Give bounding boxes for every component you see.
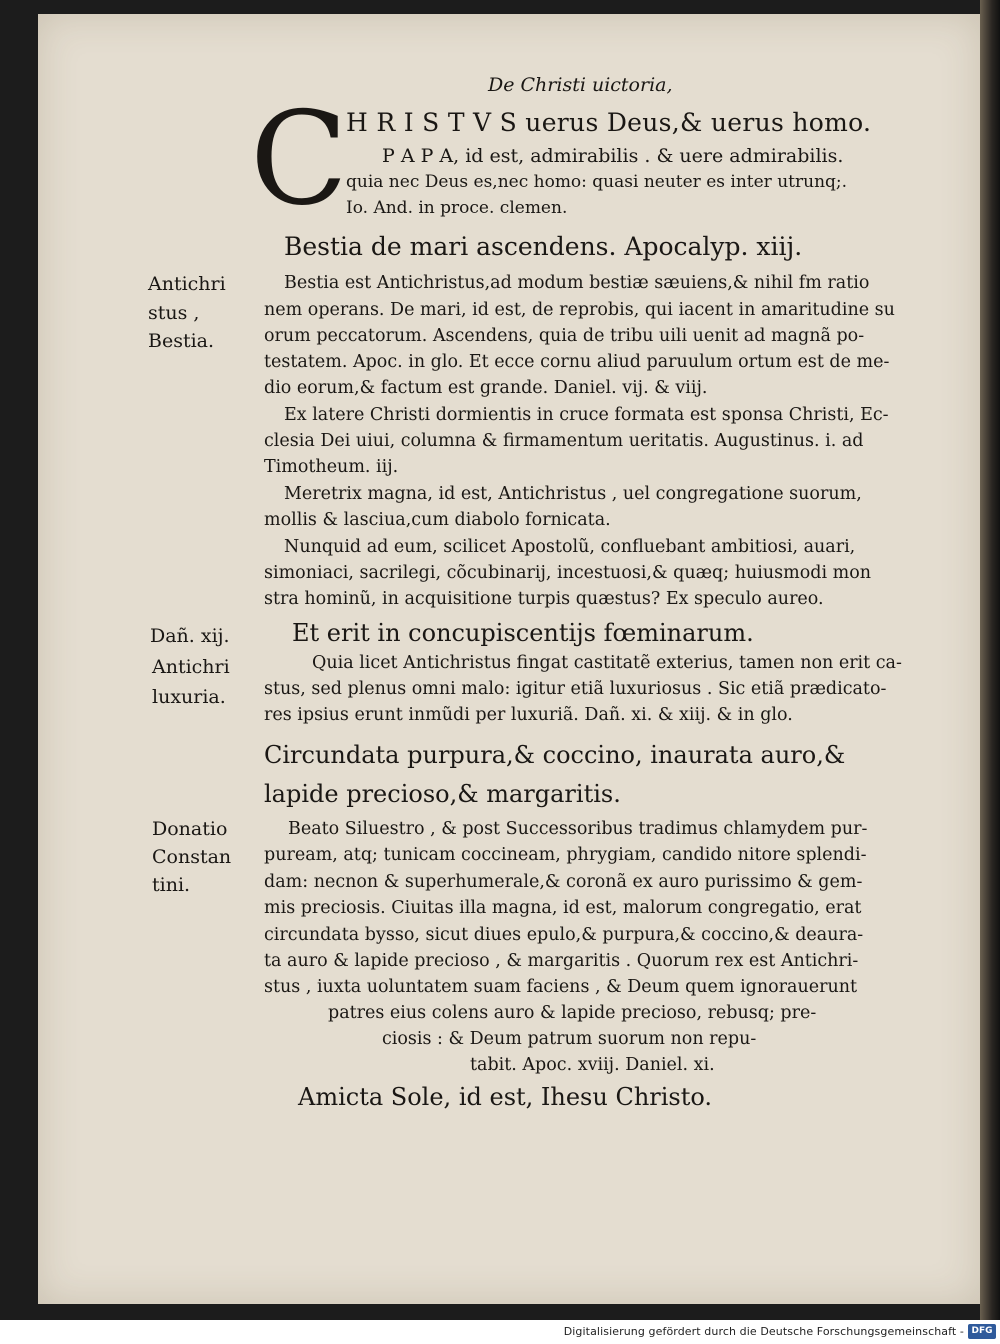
margin-note-antichristus-2: stus , xyxy=(148,302,200,324)
running-head: De Christi uictoria, xyxy=(488,74,673,96)
margin-note-antichristus-1: Antichri xyxy=(148,273,226,295)
footer-credit: Digitalisierung gefördert durch die Deutsche Forschungsgemeinschaft - xyxy=(563,1325,964,1338)
text-line: stus, sed plenus omni malo: igitur etiã luxuriosus . Sic etiã prædicato- xyxy=(264,679,887,699)
drop-cap: C xyxy=(250,85,348,234)
text-line: dam: necnon & superhumerale,& coronã ex auro purissimo & gem- xyxy=(264,872,863,892)
heading-bestia: Bestia de mari ascendens. Apocalyp. xiij. xyxy=(284,232,803,261)
text-line: nem operans. De mari, id est, de reprobis, qui iacent in amaritudine su xyxy=(264,300,895,320)
heading-circundata-1: Circundata purpura,& coccino, inaurata auro,& xyxy=(264,741,846,769)
text-line: Beato Siluestro , & post Successoribus tradimus chlamydem pur- xyxy=(288,819,868,839)
text-line: ta auro & lapide precioso , & margaritis . Quorum rex est Antichri- xyxy=(264,951,859,971)
margin-note-daniel: Dañ. xij. xyxy=(150,625,230,647)
margin-note-constan: Constan xyxy=(152,846,232,868)
text-line: Quia licet Antichristus fingat castitatẽ exterius, tamen non erit ca- xyxy=(312,653,902,673)
text-line: Bestia est Antichristus,ad modum bestiæ sæuiens,& nihil fm ratio xyxy=(284,273,870,293)
text-line: clesia Dei uiui, columna & firmamentum ueritatis. Augustinus. i. ad xyxy=(264,431,864,451)
intro-line-3: quia nec Deus es,nec homo: quasi neuter es inter utrunq;. xyxy=(346,172,848,192)
text-line: orum peccatorum. Ascendens, quia de tribu uili uenit ad magnã po- xyxy=(264,326,865,346)
dfg-logo-icon: DFG xyxy=(968,1324,996,1339)
heading-amicta-sole: Amicta Sole, id est, Ihesu Christo. xyxy=(298,1083,713,1111)
text-line: puream, atq; tunicam coccineam, phrygiam, candido nitore splendi- xyxy=(264,845,867,865)
text-line: testatem. Apoc. in glo. Et ecce cornu aliud paruulum ortum est de me- xyxy=(264,352,890,372)
text-line: Ex latere Christi dormientis in cruce formata est sponsa Christi, Ec- xyxy=(284,405,889,425)
text-line: ciosis : & Deum patrum suorum non repu- xyxy=(382,1029,757,1049)
heading-circundata-2: lapide precioso,& margaritis. xyxy=(264,780,621,808)
margin-note-antichri: Antichri xyxy=(152,656,230,678)
intro-line-4: Io. And. in proce. clemen. xyxy=(346,198,568,218)
footer-bar xyxy=(0,1320,1000,1344)
text-line: Meretrix magna, id est, Antichristus , uel congregatione suorum, xyxy=(284,484,862,504)
text-line: patres eius colens auro & lapide precioso, rebusq; pre- xyxy=(328,1003,817,1023)
text-line: circundata bysso, sicut diues epulo,& purpura,& coccino,& deaura- xyxy=(264,925,864,945)
text-line: Timotheum. iij. xyxy=(264,457,399,477)
text-line: res ipsius erunt inmũdi per luxuriã. Dañ. xi. & xiij. & in glo. xyxy=(264,705,793,725)
text-line: mis preciosis. Ciuitas illa magna, id est, malorum congregatio, erat xyxy=(264,898,862,918)
intro-line-2: P A P A, id est, admirabilis . & uere admirabilis. xyxy=(382,145,844,167)
margin-note-bestia: Bestia. xyxy=(148,330,215,352)
text-line: simoniaci, sacrilegi, cõcubinarij, incestuosi,& quæq; huiusmodi mon xyxy=(264,563,872,583)
page-edge-shadow xyxy=(980,0,1000,1320)
text-line: tabit. Apoc. xviij. Daniel. xi. xyxy=(470,1055,715,1075)
heading-concupiscentia: Et erit in concupiscentijs fœminarum. xyxy=(292,619,754,647)
text-line: stra hominũ, in acquisitione turpis quæstus? Ex speculo aureo. xyxy=(264,589,824,609)
intro-line-1: H R I S T V S uerus Deus,& uerus homo. xyxy=(346,108,872,137)
text-line: stus , iuxta uoluntatem suam faciens , & Deum quem ignorauerunt xyxy=(264,977,858,997)
margin-note-luxuria: luxuria. xyxy=(152,686,226,708)
text-line: Nunquid ad eum, scilicet Apostolũ, confluebant ambitiosi, auari, xyxy=(284,537,856,557)
text-line: mollis & lasciua,cum diabolo fornicata. xyxy=(264,510,611,530)
margin-note-tini: tini. xyxy=(152,874,191,896)
text-line: dio eorum,& factum est grande. Daniel. vij. & viij. xyxy=(264,378,708,398)
margin-note-donatio: Donatio xyxy=(152,818,228,840)
